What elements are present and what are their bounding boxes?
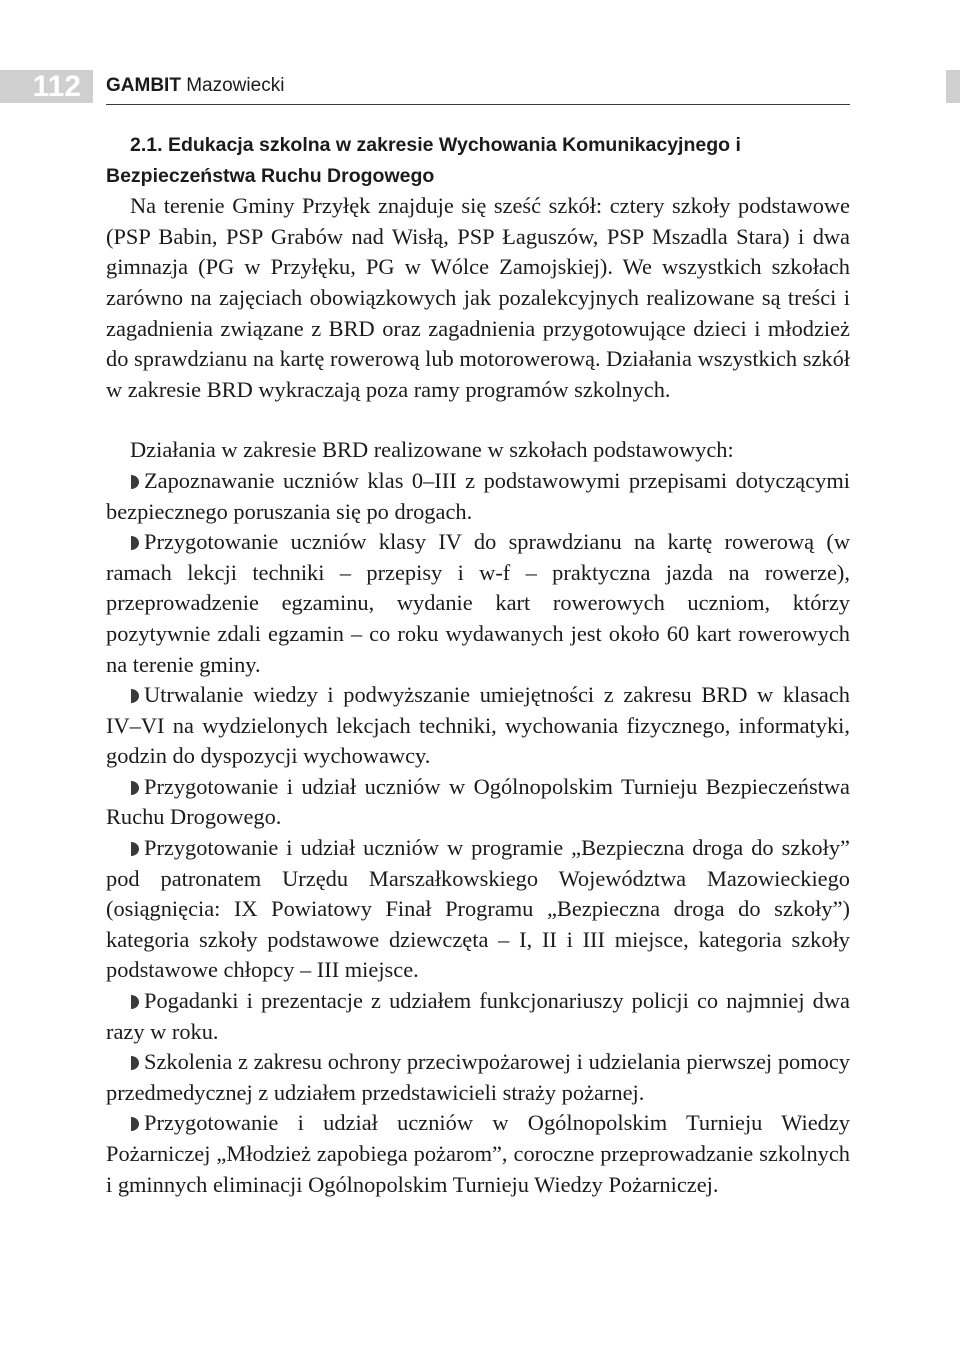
half-circle-bullet-icon [130, 536, 140, 550]
list-item-text: Przygotowanie i udział uczniów w programie „Bezpieczna droga do szkoły” pod patronatem Urzędu Marszałkowskiego Województwa Mazowieckiego (osiągnięcia: IX Powiatowy Finał Programu „Bezpieczna droga do szkoły”) kategoria szkoły podstawowe dziewczęta – I, II i III miejsce, kategoria szkoły podstawowe chłopcy – III miejsce. [106, 835, 850, 983]
page-edge-bar [946, 70, 960, 103]
list-item [106, 466, 850, 527]
list-item [106, 986, 850, 1047]
half-circle-bullet-icon [130, 475, 140, 489]
list-item-text: Pogadanki i prezentacje z udziałem funkcjonariuszy policji co najmniej dwa razy w roku. [106, 988, 850, 1044]
half-circle-bullet-icon [130, 1056, 140, 1070]
list-item-text: Przygotowanie uczniów klasy IV do sprawdzianu na kartę rowerową (w ramach lekcji techniki – przepisy i w-f – praktyczna jazda na rowerze), przeprowadzenie egzaminu, wydanie kart rowerowych uczniom, którzy pozytywnie zdali egzamin – co roku wydawanych jest około 60 kart rowerowych na terenie gminy. [106, 529, 850, 677]
list-item-text: Zapoznawanie uczniów klas 0–III z podstawowymi przepisami dotyczącymi bezpiecznego poruszania się po drogach. [106, 467, 850, 524]
header-rule [106, 104, 850, 105]
half-circle-bullet-icon [130, 689, 140, 703]
half-circle-bullet-icon [130, 842, 140, 856]
list-item-text: Utrwalanie wiedzy i podwyższanie umiejętności z zakresu BRD w klasach IV–VI na wydzielonych lekcjach techniki, wychowania fizycznego, informatyki, godzin do dyspozycji wychowawcy. [106, 682, 850, 769]
list-item-text: Przygotowanie i udział uczniów w Ogólnopolskim Turnieju Bezpieczeństwa Ruchu Drogowego. [106, 773, 850, 830]
paragraph-schools: Na terenie Gminy Przyłęk znajduje się sześć szkół: cztery szkoły podstawowe (PSP Babin, PSP Grabów nad Wisłą, PSP Łaguszów, PSP Mszadla Stara) i dwa gimnazja (PG w Przyłęku, PG w Wólce Zamojskiej). We wszystkich szkołach zarówno na zajęciach obowiązkowych jak pozalekcyjnych realizowane są treści i zagadnienia związane z BRD oraz zagadnienia przygotowujące dzieci i młodzież do sprawdzianu na kartę rowerową lub motorowerową. Działania wszystkich szkół w zakresie BRD wykraczają poza ramy programów szkolnych. [106, 193, 850, 402]
list-item [106, 833, 850, 986]
list-item [106, 772, 850, 833]
section-heading: 2.1. Edukacja szkolna w zakresie Wychowania Komunikacyjnego i Bezpieczeństwa Ruchu Drogowego [106, 134, 741, 187]
page-content [106, 130, 850, 1200]
running-header [106, 73, 284, 99]
list-item [106, 527, 850, 680]
list-item-text: Przygotowanie i udział uczniów w Ogólnopolskim Turnieju Wiedzy Pożarniczej „Młodzież zapobiega pożarom”, coroczne przeprowadzanie szkolnych i gminnych eliminacji Ogólnopolskim Turnieju Wiedzy Pożarniczej. [106, 1110, 850, 1197]
header-region: Mazowiecki [186, 75, 285, 96]
half-circle-bullet-icon [130, 781, 140, 795]
half-circle-bullet-icon [130, 1117, 140, 1131]
paragraph-primary-intro: Działania w zakresie BRD realizowane w szkołach podstawowych: [130, 437, 734, 463]
list-item-text: Szkolenia z zakresu ochrony przeciwpożarowej i udzielania pierwszej pomocy przedmedycznej z udziałem przedstawicieli straży pożarnej. [106, 1049, 850, 1105]
header-brand: GAMBIT [106, 75, 181, 96]
list-item [106, 1047, 850, 1108]
list-item [106, 1108, 850, 1200]
list-item [106, 680, 850, 772]
half-circle-bullet-icon [130, 995, 140, 1009]
page-number: 112 [0, 70, 93, 103]
